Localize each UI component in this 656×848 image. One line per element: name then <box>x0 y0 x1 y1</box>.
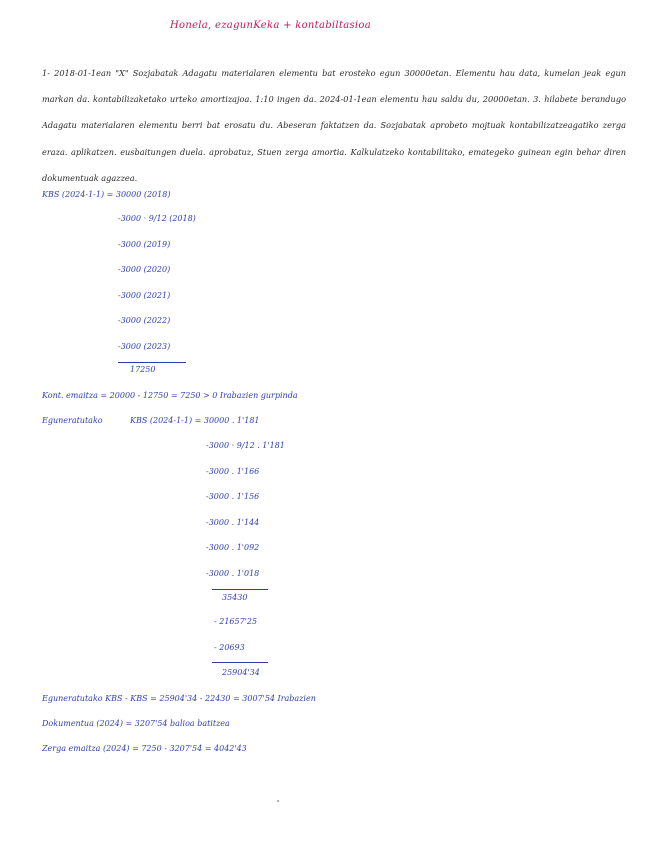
depreciation-line: -3000 · 9/12 (2018) <box>118 214 196 223</box>
updated-total: 25904'34 <box>222 668 260 677</box>
depreciation-line: -3000 (2023) <box>118 341 171 351</box>
updated-line: -3000 . 1'092 <box>206 543 260 552</box>
depreciation-line: -3000 (2019) <box>118 239 171 249</box>
sum-rule <box>212 589 268 590</box>
sum-rule <box>212 662 268 663</box>
depreciation-total: 17250 <box>130 365 156 374</box>
eguneratuta-label: Eguneratutako <box>42 416 103 425</box>
updated-subtotal: 35430 <box>222 593 248 602</box>
updated-line: -3000 · 9/12 . 1'181 <box>206 441 285 450</box>
updated-line: -3000 . 1'166 <box>206 466 260 476</box>
updated-line: -3000 . 1'144 <box>206 517 260 527</box>
updated-depreciation-list <box>206 433 285 586</box>
sum-rule <box>118 362 186 363</box>
document-title: Honela, ezagunKeka + kontabiltasioa <box>170 20 372 31</box>
summary-line: Zerga emaitza (2024) = 7250 - 3207'54 = 4042'43 <box>42 744 247 753</box>
summary-line: Eguneratutako KBS - KBS = 25904'34 - 22430 = 3007'54 Irabazien <box>42 694 316 703</box>
updated-minus-b: - 20693 <box>214 643 245 652</box>
page-mark <box>277 800 279 802</box>
updated-kbs-header: KBS (2024-1-1) = 30000 . 1'181 <box>130 416 260 425</box>
depreciation-line: -3000 (2021) <box>118 290 171 300</box>
depreciation-line: -3000 (2022) <box>118 316 171 325</box>
summary-line: Dokumentua (2024) = 3207'54 balioa batitzea <box>42 719 230 728</box>
depreciation-line: -3000 (2020) <box>118 265 171 274</box>
updated-line: -3000 . 1'018 <box>206 568 260 578</box>
depreciation-list <box>118 206 196 359</box>
kbs-header: KBS (2024-1-1) = 30000 (2018) <box>42 190 171 199</box>
problem-statement: 1- 2018-01-1ean "X" Sozjabatak Adagatu materialaren elementu bat erosteko egun 30000etan. Elementu hau data, kumelan jeak egun markan da. kontabilizaketako urteko amortizajoa. 1:10 ingen da. 2024-01-1ean elementu hau saldu du, 20000etan. 3. hilabete berandugo Adagatu materialaren elementu berri bat erosatu du. Abeseran faktatzen da. Sozjabatak aprobeto mojtuak kontabilizatzeagatiko zerga eraza. aplikatzen. eusbaitungen duela. aprobatuz, Stuen zerga amortia. Kalkulatzeko kontabilitako, emategeko guinean egin behar diren dokumentuak agazzea. <box>42 68 626 183</box>
accounting-result: Kont. emaitza = 20000 - 12750 = 7250 > 0 Irabazien gurpinda <box>42 391 298 400</box>
updated-line: -3000 . 1'156 <box>206 492 260 501</box>
updated-minus-a: - 21657'25 <box>214 617 258 626</box>
